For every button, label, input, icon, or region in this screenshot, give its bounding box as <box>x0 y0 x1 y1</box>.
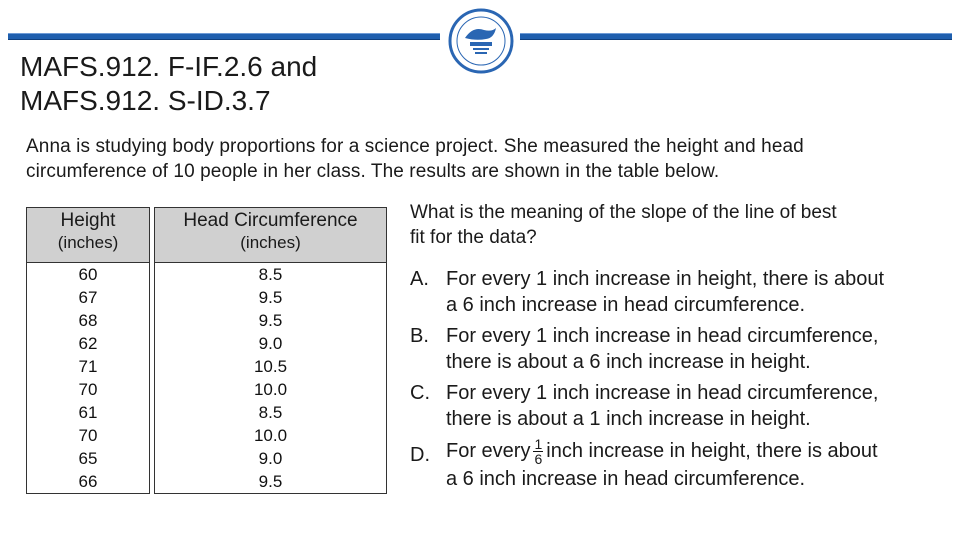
choice-d-line-2: a 6 inch increase in head circumference. <box>446 468 806 490</box>
school-seal-logo <box>448 8 514 74</box>
height-header-title: Height <box>60 210 116 231</box>
height-cell: 70 <box>27 424 150 447</box>
height-cell: 61 <box>27 401 150 424</box>
circumference-cell: 9.5 <box>155 309 387 332</box>
height-cell: 66 <box>27 470 150 494</box>
fraction-denominator: 6 <box>534 451 543 467</box>
table-row <box>27 470 387 494</box>
choice-d-text-pre: For every <box>446 439 531 462</box>
intro-line-1: Anna is studying body proportions for a science project. She measured the height and head <box>26 136 804 157</box>
height-column-header <box>27 208 150 263</box>
choice-d-line-1 <box>446 437 950 466</box>
circumference-cell: 9.0 <box>155 447 387 470</box>
choice-b-line-2: there is about a 6 inch increase in height. <box>446 351 811 373</box>
choice-letter: D. <box>410 444 430 466</box>
circumference-cell: 10.5 <box>155 355 387 378</box>
circumference-cell: 9.5 <box>155 286 387 309</box>
table-row <box>27 401 387 424</box>
table-row <box>27 378 387 401</box>
circumference-cell: 9.5 <box>155 470 387 494</box>
height-cell: 65 <box>27 447 150 470</box>
choice-c-line-1: For every 1 inch increase in head circumference, <box>446 382 879 404</box>
choice-a[interactable] <box>410 266 950 318</box>
circumference-header-title: Head Circumference <box>183 210 358 231</box>
circumference-cell: 9.0 <box>155 332 387 355</box>
circumference-header-unit: (inches) <box>240 233 301 252</box>
table-header-row <box>27 208 387 263</box>
circumference-cell: 8.5 <box>155 263 387 287</box>
table-row <box>27 332 387 355</box>
measurements-table <box>26 207 387 494</box>
header-rule-left <box>8 33 440 40</box>
choice-d[interactable] <box>410 437 950 492</box>
table-row <box>27 424 387 447</box>
choice-c-line-2: there is about a 1 inch increase in height. <box>446 408 811 430</box>
one-sixth-fraction <box>533 437 543 466</box>
title-line-2: MAFS.912. S-ID.3.7 <box>20 85 271 116</box>
choice-a-line-2: a 6 inch increase in head circumference. <box>446 294 806 316</box>
choice-d-text-post: inch increase in height, there is about <box>546 439 878 462</box>
intro-line-2: circumference of 10 people in her class. The results are shown in the table below. <box>26 161 720 182</box>
height-cell: 67 <box>27 286 150 309</box>
choice-letter: C. <box>410 382 430 404</box>
height-header-unit: (inches) <box>57 233 119 252</box>
choice-letter: B. <box>410 325 429 347</box>
height-cell: 62 <box>27 332 150 355</box>
page-title <box>20 50 317 118</box>
question-prompt <box>410 200 950 250</box>
height-cell: 68 <box>27 309 150 332</box>
choice-a-line-1: For every 1 inch increase in height, there is about <box>446 268 885 290</box>
choice-b[interactable] <box>410 323 950 375</box>
question-line-1: What is the meaning of the slope of the line of best <box>410 202 837 223</box>
table-row <box>27 355 387 378</box>
title-line-1: MAFS.912. F-IF.2.6 and <box>20 51 318 82</box>
height-cell: 60 <box>27 263 150 287</box>
circumference-column-header <box>155 208 387 263</box>
choice-b-line-1: For every 1 inch increase in head circumference, <box>446 325 879 347</box>
problem-intro <box>26 134 946 184</box>
table-row <box>27 447 387 470</box>
circumference-cell: 8.5 <box>155 401 387 424</box>
question-line-2: fit for the data? <box>410 227 537 248</box>
table-row <box>27 263 387 287</box>
table-row <box>27 286 387 309</box>
height-cell: 71 <box>27 355 150 378</box>
height-cell: 70 <box>27 378 150 401</box>
header-rule-right <box>520 33 952 40</box>
answer-choices <box>410 266 950 497</box>
choice-letter: A. <box>410 268 429 290</box>
table-row <box>27 309 387 332</box>
fraction-numerator: 1 <box>534 436 543 452</box>
circumference-cell: 10.0 <box>155 424 387 447</box>
circumference-cell: 10.0 <box>155 378 387 401</box>
choice-c[interactable] <box>410 380 950 432</box>
